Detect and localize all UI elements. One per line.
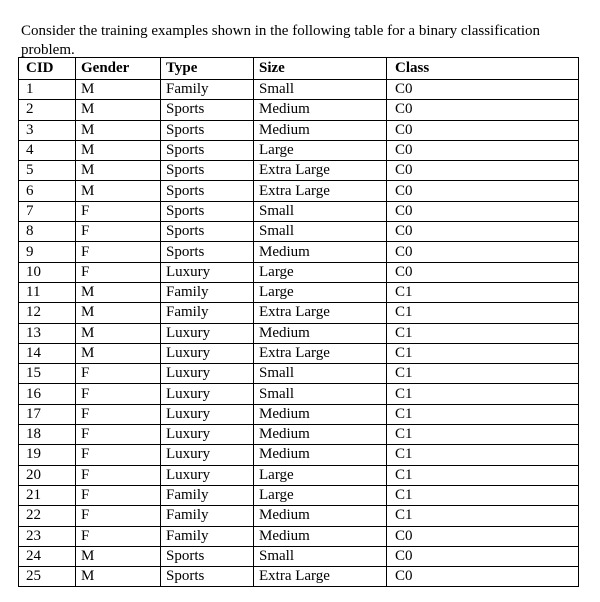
cell-size: Extra Large [254, 567, 387, 587]
cell-class: C1 [387, 404, 579, 424]
cell-cid: 16 [19, 384, 76, 404]
cell-type: Luxury [161, 262, 254, 282]
table-row [19, 242, 579, 262]
cell-class: C1 [387, 282, 579, 302]
cell-type: Sports [161, 100, 254, 120]
cell-gender: M [76, 567, 161, 587]
cell-gender: F [76, 384, 161, 404]
table-row [19, 282, 579, 302]
cell-gender: M [76, 100, 161, 120]
cell-size: Small [254, 546, 387, 566]
cell-size: Extra Large [254, 303, 387, 323]
cell-type: Family [161, 506, 254, 526]
table-row [19, 546, 579, 566]
cell-cid: 9 [19, 242, 76, 262]
header-type: Type [161, 58, 254, 80]
cell-cid: 6 [19, 181, 76, 201]
table-row [19, 445, 579, 465]
cell-size: Large [254, 140, 387, 160]
cell-cid: 11 [19, 282, 76, 302]
cell-cid: 2 [19, 100, 76, 120]
table-row [19, 181, 579, 201]
cell-class: C0 [387, 526, 579, 546]
cell-type: Luxury [161, 364, 254, 384]
table-row [19, 201, 579, 221]
cell-cid: 25 [19, 567, 76, 587]
cell-gender: M [76, 140, 161, 160]
cell-gender: F [76, 506, 161, 526]
cell-type: Sports [161, 201, 254, 221]
cell-class: C0 [387, 546, 579, 566]
cell-size: Medium [254, 425, 387, 445]
cell-cid: 10 [19, 262, 76, 282]
cell-size: Large [254, 282, 387, 302]
cell-type: Family [161, 485, 254, 505]
cell-class: C1 [387, 303, 579, 323]
cell-size: Medium [254, 404, 387, 424]
table-row [19, 343, 579, 363]
table-row [19, 80, 579, 100]
cell-cid: 20 [19, 465, 76, 485]
cell-type: Sports [161, 140, 254, 160]
table-row [19, 140, 579, 160]
cell-cid: 23 [19, 526, 76, 546]
cell-gender: F [76, 364, 161, 384]
cell-size: Small [254, 384, 387, 404]
cell-type: Family [161, 526, 254, 546]
cell-cid: 14 [19, 343, 76, 363]
cell-size: Extra Large [254, 181, 387, 201]
cell-cid: 4 [19, 140, 76, 160]
cell-gender: F [76, 222, 161, 242]
cell-class: C0 [387, 222, 579, 242]
cell-class: C1 [387, 465, 579, 485]
cell-gender: F [76, 485, 161, 505]
cell-cid: 8 [19, 222, 76, 242]
cell-cid: 18 [19, 425, 76, 445]
cell-class: C0 [387, 567, 579, 587]
cell-class: C1 [387, 323, 579, 343]
cell-size: Small [254, 222, 387, 242]
cell-size: Medium [254, 445, 387, 465]
table-header-row [19, 58, 579, 80]
cell-size: Extra Large [254, 161, 387, 181]
cell-class: C1 [387, 485, 579, 505]
table-row [19, 567, 579, 587]
cell-gender: M [76, 161, 161, 181]
table-row [19, 161, 579, 181]
table-row [19, 465, 579, 485]
cell-type: Family [161, 303, 254, 323]
cell-gender: F [76, 445, 161, 465]
cell-size: Extra Large [254, 343, 387, 363]
cell-size: Small [254, 201, 387, 221]
cell-gender: F [76, 262, 161, 282]
cell-type: Sports [161, 242, 254, 262]
cell-class: C1 [387, 343, 579, 363]
table-row [19, 100, 579, 120]
cell-gender: M [76, 303, 161, 323]
cell-size: Medium [254, 323, 387, 343]
cell-size: Medium [254, 526, 387, 546]
cell-type: Sports [161, 161, 254, 181]
cell-size: Large [254, 262, 387, 282]
cell-cid: 19 [19, 445, 76, 465]
table-row [19, 384, 579, 404]
cell-type: Family [161, 80, 254, 100]
cell-type: Luxury [161, 343, 254, 363]
cell-class: C0 [387, 181, 579, 201]
cell-size: Small [254, 80, 387, 100]
cell-class: C0 [387, 201, 579, 221]
cell-gender: F [76, 242, 161, 262]
cell-size: Medium [254, 242, 387, 262]
table-row [19, 526, 579, 546]
table-row [19, 364, 579, 384]
cell-gender: M [76, 546, 161, 566]
cell-class: C0 [387, 100, 579, 120]
cell-cid: 17 [19, 404, 76, 424]
training-examples-table [18, 57, 579, 587]
cell-type: Luxury [161, 425, 254, 445]
cell-size: Medium [254, 506, 387, 526]
cell-class: C0 [387, 242, 579, 262]
table-row [19, 404, 579, 424]
cell-gender: F [76, 465, 161, 485]
cell-gender: F [76, 404, 161, 424]
cell-type: Luxury [161, 323, 254, 343]
cell-gender: M [76, 80, 161, 100]
table-row [19, 485, 579, 505]
cell-size: Large [254, 465, 387, 485]
table-row [19, 323, 579, 343]
header-class: Class [387, 58, 579, 80]
cell-size: Medium [254, 100, 387, 120]
cell-class: C1 [387, 384, 579, 404]
cell-class: C1 [387, 506, 579, 526]
cell-class: C0 [387, 140, 579, 160]
cell-cid: 7 [19, 201, 76, 221]
cell-class: C1 [387, 364, 579, 384]
header-cid: CID [19, 58, 76, 80]
cell-cid: 5 [19, 161, 76, 181]
cell-class: C0 [387, 161, 579, 181]
cell-class: C0 [387, 80, 579, 100]
cell-class: C1 [387, 425, 579, 445]
cell-type: Luxury [161, 404, 254, 424]
cell-size: Large [254, 485, 387, 505]
cell-gender: M [76, 181, 161, 201]
cell-size: Small [254, 364, 387, 384]
table-row [19, 222, 579, 242]
cell-gender: F [76, 526, 161, 546]
cell-gender: M [76, 120, 161, 140]
cell-class: C0 [387, 120, 579, 140]
cell-class: C0 [387, 262, 579, 282]
cell-cid: 15 [19, 364, 76, 384]
header-size: Size [254, 58, 387, 80]
table-body [19, 80, 579, 587]
table-row [19, 120, 579, 140]
table-row [19, 506, 579, 526]
cell-type: Luxury [161, 465, 254, 485]
cell-type: Luxury [161, 445, 254, 465]
cell-type: Family [161, 282, 254, 302]
cell-gender: M [76, 343, 161, 363]
cell-cid: 21 [19, 485, 76, 505]
cell-cid: 24 [19, 546, 76, 566]
cell-type: Luxury [161, 384, 254, 404]
cell-cid: 13 [19, 323, 76, 343]
cell-gender: F [76, 425, 161, 445]
cell-class: C1 [387, 445, 579, 465]
cell-cid: 1 [19, 80, 76, 100]
cell-size: Medium [254, 120, 387, 140]
cell-gender: M [76, 323, 161, 343]
header-gender: Gender [76, 58, 161, 80]
intro-paragraph: Consider the training examples shown in the following table for a binary classification problem. [21, 23, 541, 58]
table-row [19, 425, 579, 445]
cell-type: Sports [161, 567, 254, 587]
cell-type: Sports [161, 120, 254, 140]
cell-cid: 22 [19, 506, 76, 526]
cell-type: Sports [161, 181, 254, 201]
cell-cid: 3 [19, 120, 76, 140]
cell-type: Sports [161, 222, 254, 242]
table-row [19, 303, 579, 323]
table-row [19, 262, 579, 282]
cell-gender: F [76, 201, 161, 221]
cell-type: Sports [161, 546, 254, 566]
cell-gender: M [76, 282, 161, 302]
cell-cid: 12 [19, 303, 76, 323]
